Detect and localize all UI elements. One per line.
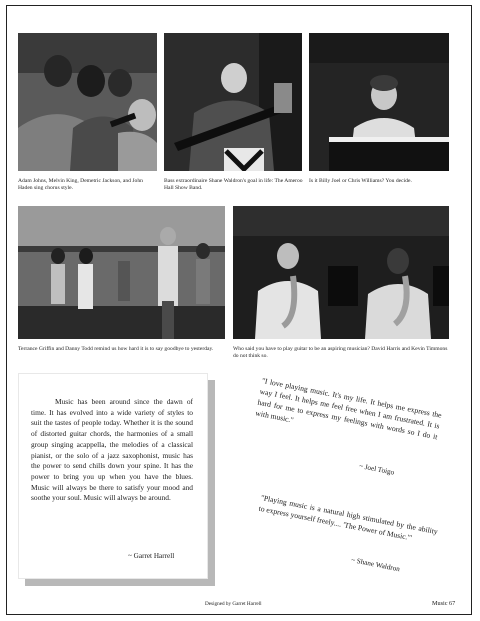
caption-saxophone-players: Who said you have to play guitar to be an aspiring musician? David Harris and Kevin Timmons do not think so. bbox=[233, 346, 448, 359]
caption-piano-player: Is it Billy Joel or Chris Williams? You decide. bbox=[309, 178, 412, 184]
page-folio: Music 67 bbox=[432, 600, 456, 607]
quote-shane-waldron: "Playing music is a natural high stimulated by the ability to express yourself freely.... 'The Power of Music.'" bbox=[257, 492, 439, 543]
caption-chorus-singers: Adam Johns, Melvin King, Demetric Jackson, and John Haden sing chorus style. bbox=[18, 178, 143, 191]
essay-signature: ~ Garret Harrell bbox=[128, 552, 175, 560]
photo-saxophone-players bbox=[233, 206, 449, 339]
quote-signature-shane-waldron: ~ Shane Waldron bbox=[350, 556, 401, 574]
photo-hallway-goodbye bbox=[18, 206, 225, 339]
quote-signature-joel-toigo: ~ Joel Toigo bbox=[358, 462, 395, 477]
designer-credit: Designed by Garret Harrell bbox=[205, 601, 262, 607]
photo-bass-player bbox=[164, 33, 302, 171]
essay-text: Music has been around since the dawn of time. It has evolved into a wide variety of styles to suit the tastes of people today. Whether it is the sound of distorted guitar chords, the harmonies of a small group singing acappella, the melodies of a classical pianist, or the solo of a jazz saxophonist, music has the power to send chills down your spine. It has the power to bring you up when you have the blues. Music will always be there to satisfy your mood and soothe your soul. Music will always be around. bbox=[31, 397, 193, 503]
photo-piano-player bbox=[309, 33, 449, 171]
caption-hallway-goodbye: Terrance Griffin and Danny Todd remind us how hard it is to say goodbye to yesterday. bbox=[18, 346, 214, 352]
caption-bass-player: Bass extraordinaire Shane Waldron's goal in life: The Ameroo Hall Show Band. bbox=[164, 178, 303, 191]
quote-joel-toigo: "I love playing music. It's my life. It helps me express the way I feel. It helps me feel free when I am frustrated. It is hard for me to express my feelings with words so I do it with music." bbox=[254, 375, 443, 442]
photo-chorus-singers bbox=[18, 33, 157, 171]
